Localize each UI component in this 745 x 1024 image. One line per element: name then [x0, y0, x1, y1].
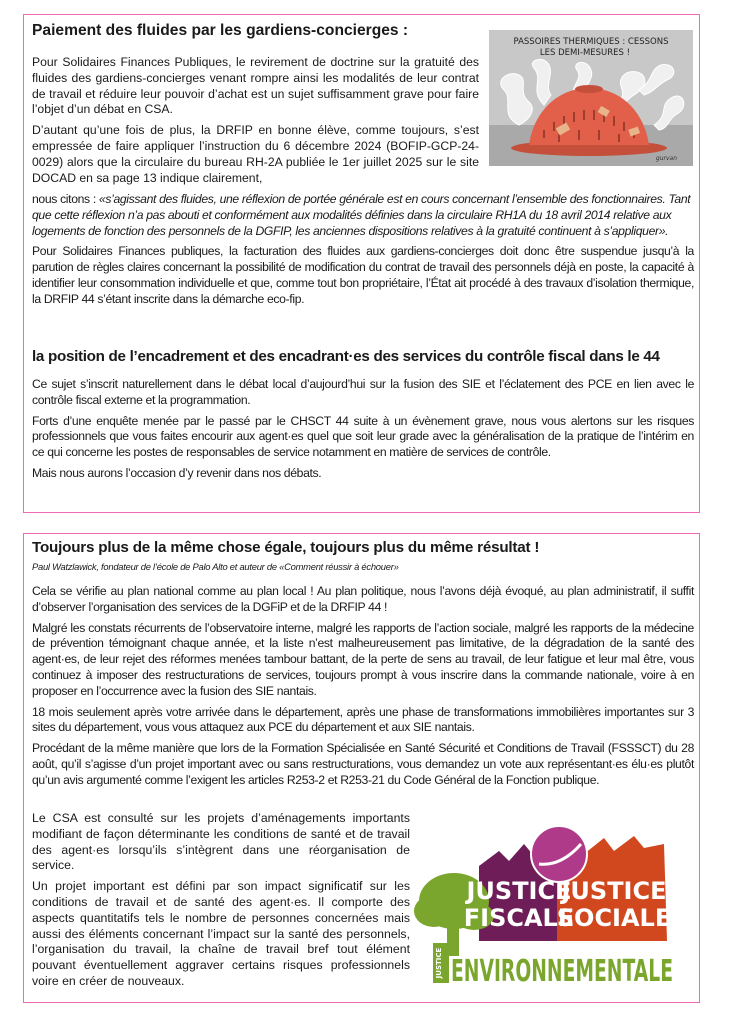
- logo-globe-icon: [531, 826, 587, 882]
- section-fluides-body: [32, 192, 694, 313]
- cartoon-caption-line2: LES DEMI-MESURES !: [539, 48, 631, 58]
- quote-text: «s’agissant des fluides, une réflexion de portée générale est en cours concernant l’ensemble des fonctionnaires. Tant que cette réflexion n’a pas abouti et conformément aux modalités définies dans la circulaire RH1A du 18 avril 2014 relative aux logements de fonction des personnels de la DGFIP, les anciennes dispositions relatives à la gratuité continuent à s’appliquer».: [32, 192, 691, 238]
- section-toujours-plus-body: [32, 584, 694, 794]
- paragraph: Procédant de la même manière que lors de la Formation Spécialisée en Santé Sécurité et Conditions de Travail (FSSSCT) du 28 août, qu’il s’agisse d’un projet important avec ou sans restructurations, vous demandez un vote aux représentant·es élu·es plutôt qu’un avis argumenté comme l’exigent les articles R253-2 et R253-21 du Code Général de la Fonction publique.: [32, 741, 694, 787]
- logo-environnementale: ENVIRONNEMENTALE: [451, 954, 673, 989]
- paragraph: Ce sujet s’inscrit naturellement dans le débat local d’aujourd’hui sur la fusion des SIE et l’éclatement des PCE en lien avec le contrôle fiscal externe et la programmation.: [32, 377, 694, 407]
- paragraph: Cela se vérifie au plan national comme au plan local ! Au plan politique, nous l’avons déjà évoqué, au plan administratif, il suffit d’observer l’organisation des services de la DGFiP et de la DRFIP 44 !: [32, 584, 694, 614]
- paragraph: Forts d’une enquête menée par le passé par le CHSCT 44 suite à un évènement grave, nous vous alertons sur les risques professionnels que vous faites encourir aux agent·es quel que soit leur grade avec la généralisation de la pratique de l’intérim en ce qui concerne les postes de responsables de service notamment en matière de services de contrôle.: [32, 413, 694, 460]
- logo-justice-right: JUSTICE: [561, 877, 667, 905]
- logo-justice-left: JUSTICE: [466, 877, 572, 905]
- paragraph: Le CSA est consulté sur les projets d’aménagements importants modifiant de façon déterminante les conditions de santé et de travail des agent·es lorsqu’ils s’intègrent dans une réorganisation de service.: [32, 811, 410, 873]
- justice-logo: [409, 826, 699, 996]
- paragraph: 18 mois seulement après votre arrivée dans le département, après une phase de transformations immobilières importantes sur 3 sites du département, vous vous attaquez aux PCE du département et aux SIE nantais.: [32, 704, 694, 735]
- cartoon-colander-image: [489, 30, 693, 166]
- section-csa-column: [32, 811, 410, 995]
- quote-attribution: Paul Watzlawick, fondateur de l’école de Palo Alto et auteur de «Comment réussir à échouer»: [32, 561, 399, 572]
- section-box-fluides: [23, 14, 700, 513]
- paragraph-quote: [32, 192, 694, 239]
- paragraph: Pour Solidaires Finances Publiques, le revirement de doctrine sur la gratuité des fluides des gardiens-concierges venant rompre ainsi les modalités de leur contrat de travail et réduire leur pouvoir d’achat est un sujet suffisamment grave pour faire l’objet d’un débat en CSA.: [32, 55, 479, 117]
- paragraph: Pour Solidaires Finances publiques, la facturation des fluides aux gardiens-concierges doit donc être suspendue jusqu’à la parution de règles claires concernant la possibilité de modification du contrat de travail des personnels déjà en poste, la capacité à identifier leur consommation individuelle et que, comme tout bon propriétaire, l’État ait procédé à des travaux d’isolation thermique, la DRFIP 44 s’étant inscrite dans la démarche eco-fip.: [32, 244, 694, 306]
- quote-lead: nous citons :: [32, 192, 99, 206]
- paragraph: Malgré les constats récurrents de l’observatoire interne, malgré les rapports de l’action sociale, malgré les rapports de la médecine de prévention témoignant chaque année, et la liste n’est malheureusement pas limitative, de la dégradation de la santé des agent·es, de leur rejet des réformes menées tambour battant, de la perte de sens au travail, de leur fatigue et leur mal être, vous continuez à imposer des restructurations de services, toujours prompt à vous inscrire dans la commande nationale, voire à en proposer en l’occurrence avec la fusion des SIE nantais.: [32, 620, 694, 698]
- paragraph: Mais nous aurons l’occasion d’y revenir dans nos débats.: [32, 465, 322, 480]
- section-box-toujours-plus: [23, 533, 700, 1003]
- section-encadrement-body: [32, 377, 694, 487]
- section-fluides-intro: [32, 55, 479, 186]
- logo-justice-vertical: JUSTICE: [435, 947, 443, 979]
- paragraph: Un projet important est défini par son impact significatif sur les conditions de travail et de santé des agent·es. Il comporte des aspects quantitatifs tels le nombre de personnes concernées mais aussi des éléments concernant l’impact sur la santé des personnels, l’organisation du travail, la chaîne de travail bref tout élément pouvant éventuellement aggraver certains risques professionnels voire en créer de nouveaux.: [32, 879, 410, 988]
- section-title-fluides: Paiement des fluides par les gardiens-concierges :: [32, 22, 409, 39]
- section-title-toujours-plus: Toujours plus de la même chose égale, toujours plus du même résultat !: [32, 539, 540, 556]
- paragraph: D’autant qu’une fois de plus, la DRFIP en bonne élève, comme toujours, s’est empressée de faire appliquer l’instruction du 6 décembre 2024 (BOFIP-GCP-24-0029) alors que la circulaire du bureau RH-2A publiée le 1er juillet 2025 sur le site DOCAD en sa page 13 indique clairement,: [32, 123, 479, 185]
- cartoon-signature: gurvan: [655, 155, 677, 162]
- section-title-encadrement: la position de l’encadrement et des encadrant·es des services du contrôle fiscal dans le 44: [32, 348, 660, 365]
- cartoon-caption-line1: PASSOIRES THERMIQUES : CESSONS: [513, 37, 669, 47]
- logo-fiscale: FISCALE: [463, 904, 575, 932]
- logo-sociale: SOCIALE: [556, 904, 672, 932]
